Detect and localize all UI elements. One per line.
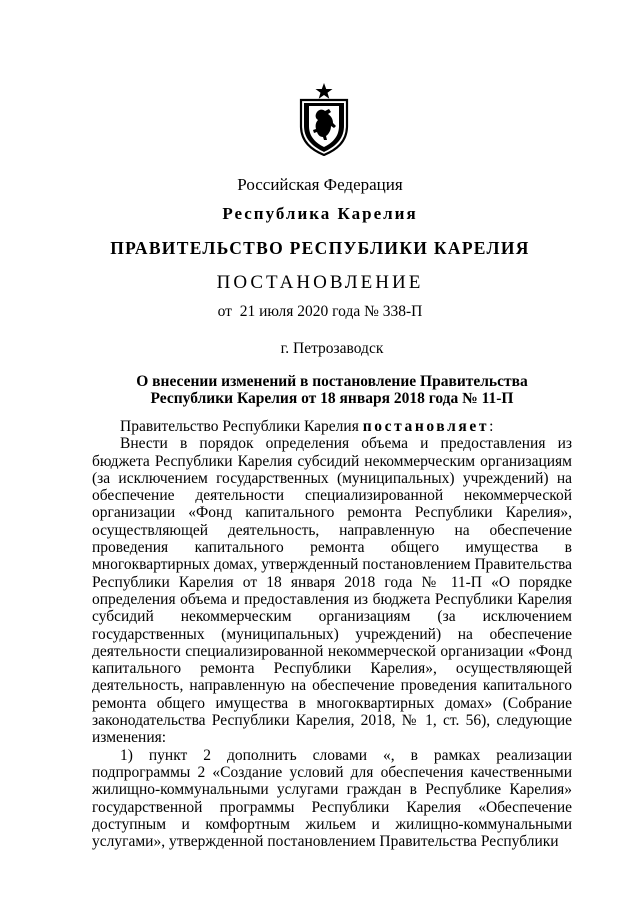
intro-colon: : <box>489 418 494 435</box>
republic-name: Республика Карелия <box>222 204 418 223</box>
decree-subject <box>92 373 572 407</box>
intro-paragraph <box>92 418 572 435</box>
city: г. Петрозаводск <box>280 340 384 357</box>
decree-date-number: от 21 июля 2020 года № 338-П <box>217 303 423 320</box>
intro-verb: постановляет <box>362 418 490 435</box>
document-type: ПОСТАНОВЛЕНИЕ <box>216 272 424 293</box>
body-paragraph-2: 1) пункт 2 дополнить словами «, в рамках реализации подпрограммы 2 «Создание условий для обеспечения качественными жилищно-коммунальными услугами граждан в Республике Карелия» государственной программы Республики Карелия «Обеспечение доступным и комфортным жильем и жилищно-коммунальными услугами», утвержденной постановлением Правительства Республики <box>92 746 572 851</box>
country-name: Российская Федерация <box>237 175 403 194</box>
karelia-coat-of-arms-icon <box>298 82 350 156</box>
government-name: ПРАВИТЕЛЬСТВО РЕСПУБЛИКИ КАРЕЛИЯ <box>110 238 530 258</box>
intro-text: Правительство Республики Карелия <box>120 418 363 435</box>
subject-line-2: Республики Карелия от 18 января 2018 года № 11-П <box>150 390 514 407</box>
body-paragraph-1: Внести в порядок определения объема и предоставления из бюджета Республики Карелия субсидий некоммерческим организациям (за исключением государственных (муниципальных) учреждений) на обеспечение деятельности специализированной некоммерческой организации «Фонд капитального ремонта Республики Карелия», осуществляющей деятельность, направленную на обеспечение проведения капитального ремонта общего имущества в многоквартирных домах, утвержденный постановлением Правительства Республики Карелия от 18 января 2018 года № 11-П «О порядке определения объема и предоставления из бюджета Республики Карелия субсидий некоммерческим организациям (за исключением государственных (муниципальных) учреждений) на обеспечение деятельности специализированной некоммерческой организации «Фонд капитального ремонта Республики Карелия», осуществляющей деятельность, направленную на обеспечение проведения капитального ремонта общего имущества в многоквартирных домах» (Собрание законодательства Республики Карелия, 2018, № 1, ст. 56), следующие изменения: <box>92 435 572 747</box>
subject-line-1: О внесении изменений в постановление Правительства <box>136 373 528 390</box>
decree-body <box>92 418 572 850</box>
